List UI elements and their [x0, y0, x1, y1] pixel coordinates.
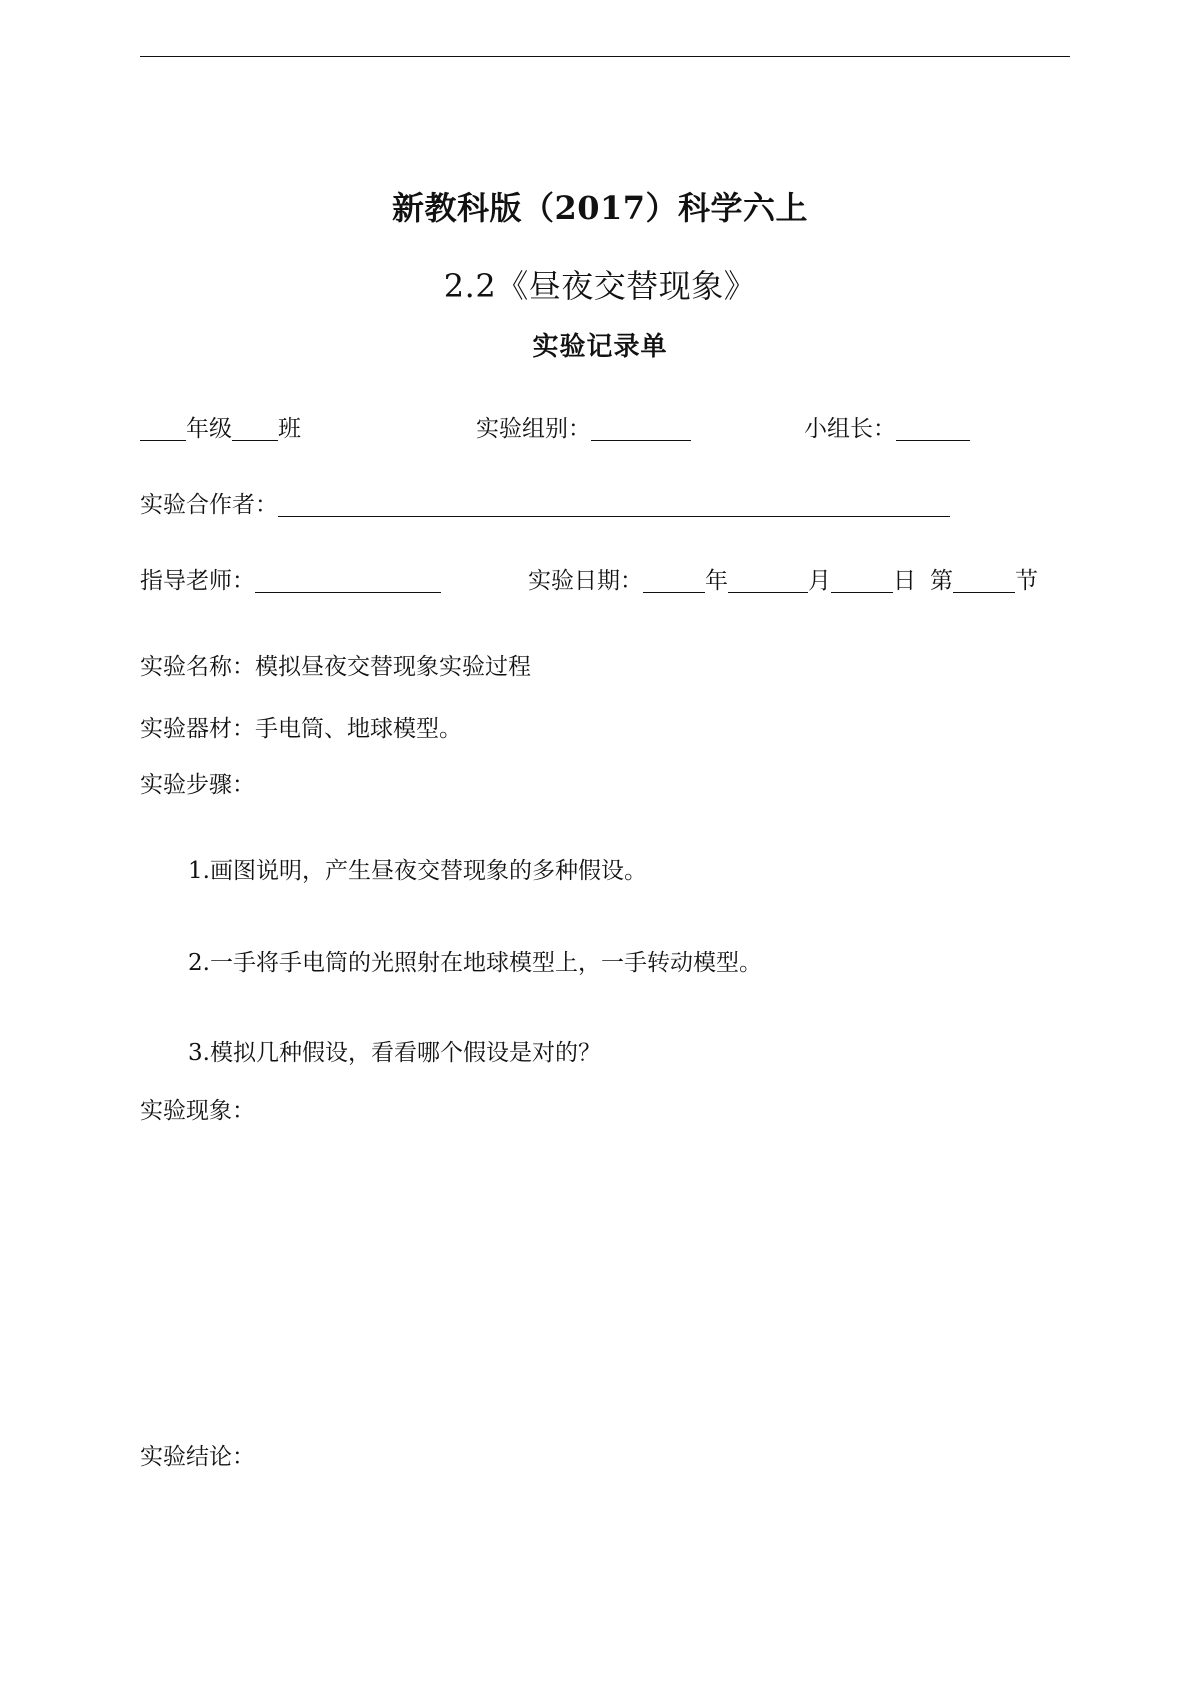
- period-label: 节: [1015, 568, 1038, 594]
- materials-row: [140, 718, 1070, 741]
- leader-label: 小组长：: [804, 416, 896, 442]
- materials-label: 实验器材：: [140, 716, 255, 742]
- step-item: 1.画图说明，产生昼夜交替现象的多种假设。: [188, 858, 647, 884]
- grade-blank[interactable]: [140, 418, 186, 441]
- document-title: 新教科版（2017）科学六上: [391, 189, 809, 227]
- period-prefix: 第: [930, 568, 953, 594]
- group-label: 实验组别：: [476, 416, 591, 442]
- class-label: 班: [278, 416, 301, 442]
- group-blank[interactable]: [591, 418, 691, 441]
- class-info-row: [140, 418, 1070, 444]
- partners-label: 实验合作者：: [140, 492, 278, 518]
- month-blank[interactable]: [728, 570, 808, 593]
- header-rule: [140, 56, 1070, 57]
- step-item: 3.模拟几种假设，看看哪个假设是对的？: [188, 1040, 601, 1066]
- year-label: 年: [705, 568, 728, 594]
- day-blank[interactable]: [831, 570, 893, 593]
- conclusion-heading: 实验结论：: [140, 1444, 255, 1470]
- month-label: 月: [808, 568, 831, 594]
- phenomenon-answer-area[interactable]: [140, 1136, 1070, 1436]
- class-blank[interactable]: [232, 418, 278, 441]
- partners-blank[interactable]: [278, 494, 950, 517]
- grade-label: 年级: [186, 416, 232, 442]
- experiment-name-value: 模拟昼夜交替现象实验过程: [255, 654, 531, 680]
- partners-row: [140, 494, 1070, 520]
- materials-value: 手电筒、地球模型。: [255, 716, 462, 742]
- teacher-label: 指导老师：: [140, 568, 255, 594]
- steps-heading: 实验步骤：: [140, 772, 255, 798]
- date-label: 实验日期：: [528, 568, 643, 594]
- experiment-name-row: [140, 656, 1070, 679]
- phenomenon-heading: 实验现象：: [140, 1098, 255, 1124]
- year-blank[interactable]: [643, 570, 705, 593]
- experiment-name-label: 实验名称：: [140, 654, 255, 680]
- period-blank[interactable]: [953, 570, 1015, 593]
- step-item: 2.一手将手电筒的光照射在地球模型上，一手转动模型。: [188, 950, 762, 976]
- lesson-title: 2.2《昼夜交替现象》: [443, 267, 757, 305]
- conclusion-answer-area[interactable]: [140, 1482, 1070, 1662]
- teacher-date-row: [140, 570, 1070, 596]
- day-label: 日: [893, 568, 916, 594]
- teacher-blank[interactable]: [255, 570, 441, 593]
- leader-blank[interactable]: [896, 418, 970, 441]
- sheet-title: 实验记录单: [532, 332, 668, 362]
